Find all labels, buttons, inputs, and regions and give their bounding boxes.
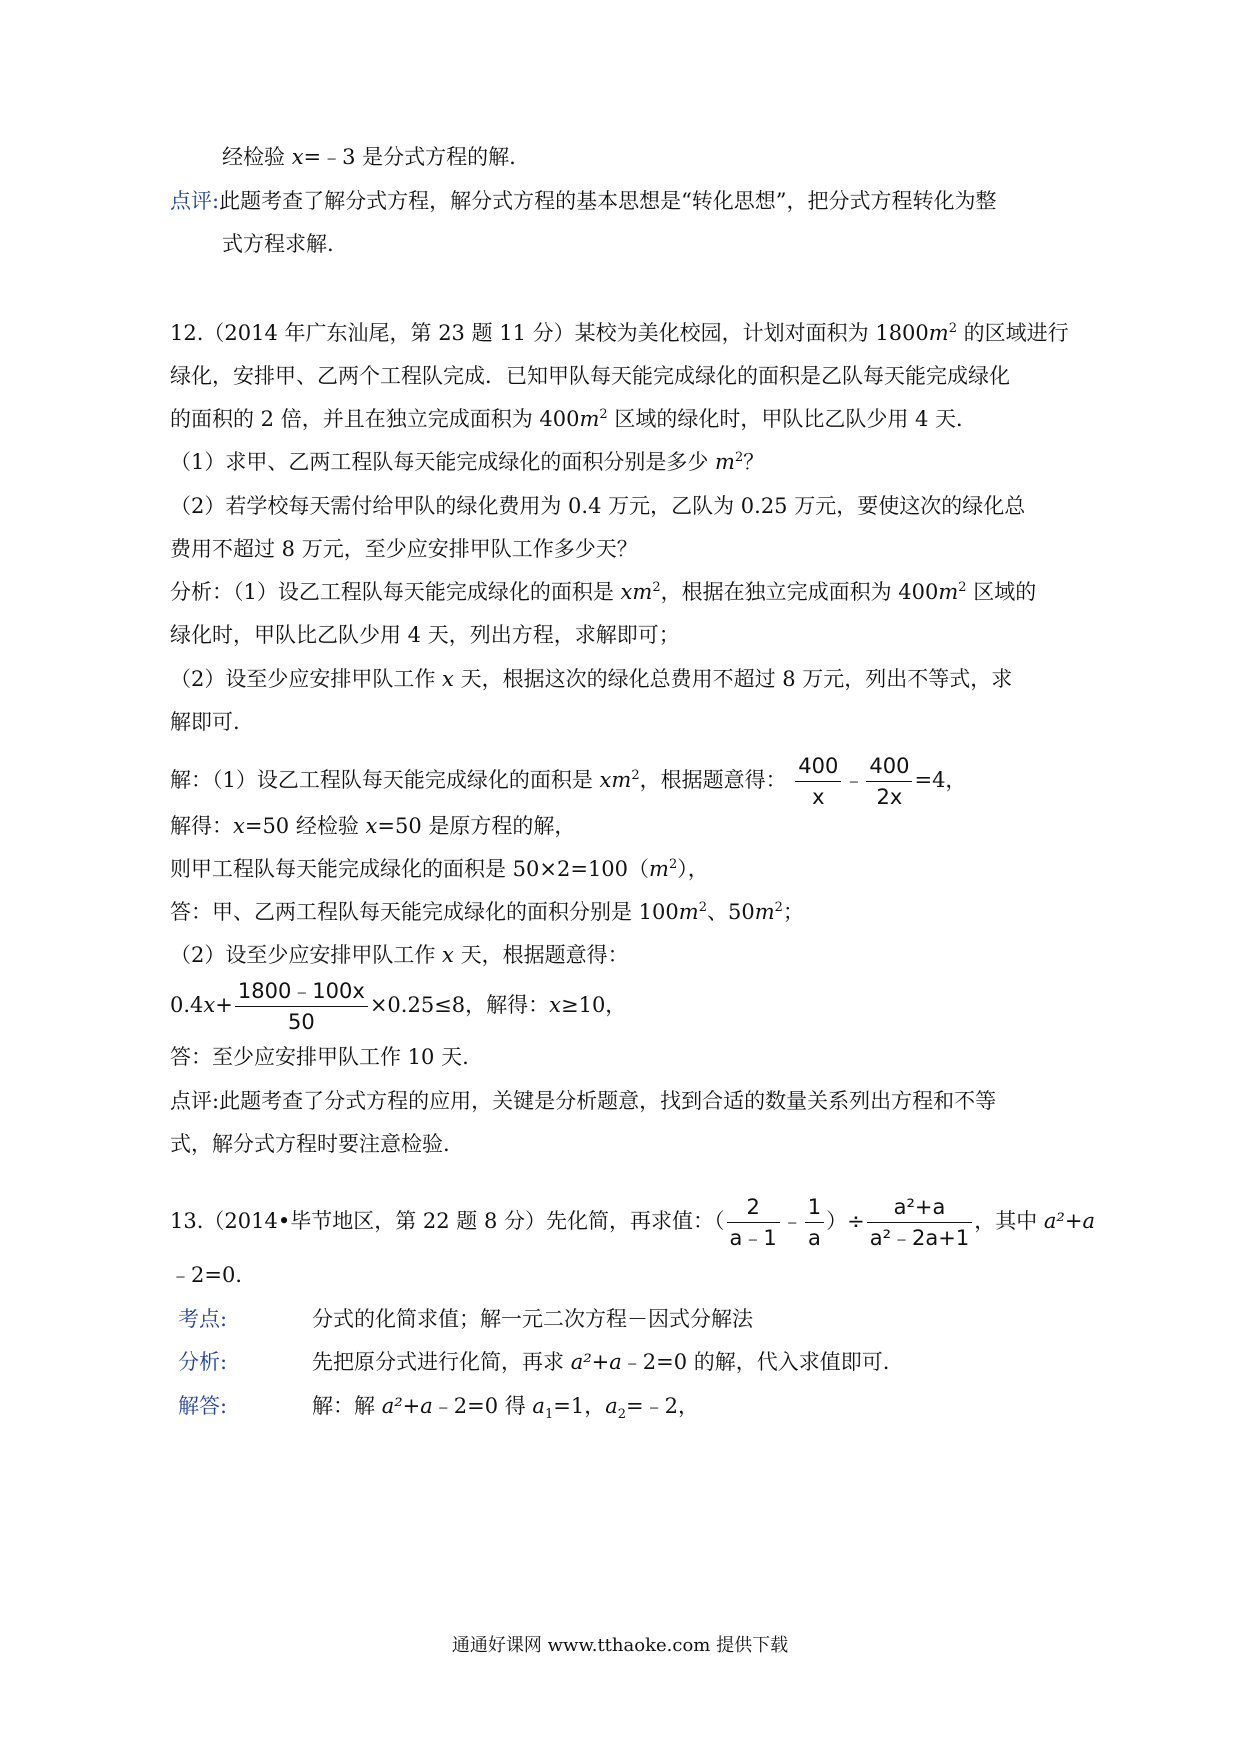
- fraction-2-over-a-minus-1: $\frac{2}{a﹣1}$: [727, 1194, 780, 1251]
- q12-line-1: 12.（2014 年广东汕尾，第 23 题 11 分）某校为美化校园，计划对面积为 $1800m^2$ 的区域进行: [170, 321, 1069, 345]
- q12-line-2: 绿化，安排甲、乙两个工程队完成．已知甲队每天能完成绿化的面积是乙队每天能完成绿化: [170, 364, 1010, 388]
- fraction-400-over-x: $\frac{400}{x}$: [795, 753, 841, 810]
- solution-part-2-line: （2）设至少应安排甲队工作 x 天，根据题意得：: [170, 943, 629, 967]
- q12-part-1: （1）求甲、乙两工程队每天能完成绿化的面积分别是多少 $m^2$？: [170, 450, 765, 474]
- solution-equation-line: 解：（1）设乙工程队每天能完成绿化的面积是 $xm^2$，根据题意得： $\frac{400}{x}$ ﹣ $\frac{400}{2x}$ =4，: [170, 754, 967, 809]
- verification-line: 经检验 x=﹣3 是分式方程的解.: [222, 145, 516, 169]
- q13-line-2: ﹣2=0．: [170, 1263, 257, 1287]
- kaodian-label: 考点:: [178, 1307, 228, 1331]
- solution-area-line: 则甲工程队每天能完成绿化的面积是 $50\times 2=100(m^2)$，: [170, 857, 709, 881]
- q12-part-2-line-1: （2）若学校每天需付给甲队的绿化费用为 0.4 万元，乙队为 0.25 万元，要使这次的绿化总: [170, 494, 1026, 518]
- jieda-text: 解：解 a²+a﹣2=0 得 $a_1=1$，$a_2=﹣2$，: [312, 1394, 699, 1423]
- analysis-line-4: 解即可.: [170, 710, 240, 734]
- jieda-label: 解答:: [178, 1394, 228, 1418]
- review-2-line-2: 式，解分式方程时要注意检验.: [170, 1132, 450, 1156]
- fraction-1-over-a: $\frac{1}{a}$: [805, 1194, 824, 1251]
- kaodian-text: 分式的化简求值；解一元二次方程－因式分解法: [312, 1307, 753, 1331]
- fenxi-text: 先把原分式进行化简，再求 a²+a﹣2=0 的解，代入求值即可.: [312, 1350, 890, 1374]
- solution-result-line: 解得：x=50 经检验 x=50 是原方程的解，: [170, 814, 576, 838]
- q12-line-3: 的面积的 2 倍，并且在独立完成面积为 $400m^2$ 区域的绿化时，甲队比乙队少用 4 天．: [170, 407, 978, 431]
- solution-answer-2-line: 答：至少应安排甲队工作 10 天.: [170, 1045, 469, 1069]
- q13-line-1: 13.（2014•毕节地区，第 22 题 8 分）先化简，再求值：（ $\frac{2}{a﹣1}$ ﹣ $\frac{1}{a}$ ）÷ $\frac{\text{a²+a}}{\text{a²﹣2a+1}}$ ，其中 a²+a: [170, 1195, 1095, 1250]
- solution-answer-1-line: 答：甲、乙两工程队每天能完成绿化的面积分别是 $100m^2$、$50m^2$；: [170, 900, 804, 924]
- fraction-400-over-2x: $\frac{400}{2x}$: [866, 753, 912, 810]
- review-2-line-1: 点评:此题考查了分式方程的应用，关键是分析题意，找到合适的数量关系列出方程和不等: [170, 1089, 997, 1113]
- review-1-line-2: 式方程求解.: [222, 232, 334, 256]
- review-label: 点评:: [170, 189, 220, 213]
- inequality-line: 0.4x+ $\frac{1800﹣100x}{50}$ ×0.25≤8，解得：x≥10，: [170, 979, 627, 1034]
- page-footer: 通通好课网 www.tthaoke.com 提供下载: [451, 1635, 789, 1656]
- q12-part-2-line-2: 费用不超过 8 万元，至少应安排甲队工作多少天？: [170, 537, 638, 561]
- analysis-line-2: 绿化时，甲队比乙队少用 4 天，列出方程，求解即可；: [170, 623, 680, 647]
- fraction-inequality: $\frac{1800﹣100x}{50}$: [235, 978, 368, 1035]
- analysis-line-1: 分析：（1）设乙工程队每天能完成绿化的面积是 $xm^2$，根据在独立完成面积为 $400m^2$ 区域的: [170, 580, 1037, 604]
- fenxi-label: 分析:: [178, 1350, 228, 1374]
- analysis-line-3: （2）设至少应安排甲队工作 x 天，根据这次的绿化总费用不超过 8 万元，列出不等式，求: [170, 667, 1013, 691]
- review-1-line-1: 点评:此题考查了解分式方程，解分式方程的基本思想是“转化思想”，把分式方程转化为整: [170, 189, 997, 213]
- fraction-a2-plus-a: $\frac{\text{a²+a}}{\text{a²﹣2a+1}}$: [867, 1194, 972, 1251]
